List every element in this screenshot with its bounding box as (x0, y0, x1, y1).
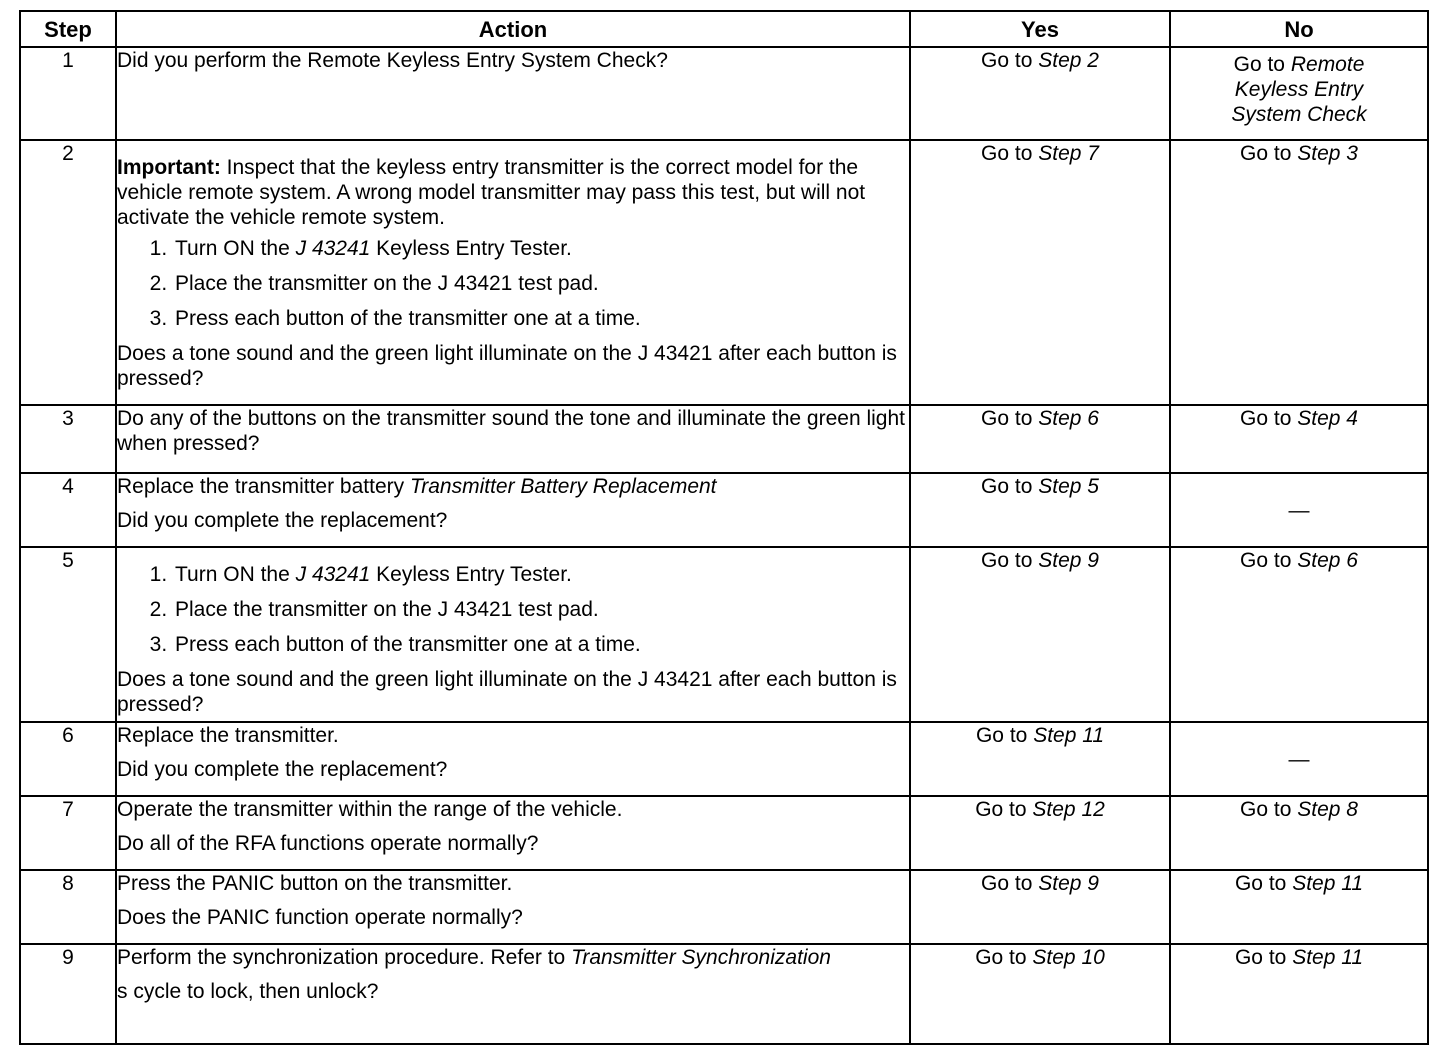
header-row (20, 11, 1428, 47)
step-number: 5 (20, 547, 116, 722)
action-cell (116, 796, 910, 870)
yes-cell (910, 405, 1170, 473)
no-cell (1170, 473, 1428, 547)
action-question: Do all of the RFA functions operate normally? (117, 832, 539, 855)
important-text: Inspect that the keyless entry transmitter is the correct model for the vehicle remote system. A wrong model transmitter may pass this test, but will not activate the vehicle remote system. (117, 156, 866, 229)
goto-label: Go to (975, 724, 1028, 747)
step-number: 7 (20, 796, 116, 870)
no-reference-line[interactable]: Remote (1290, 53, 1365, 76)
no-reference-line[interactable]: Keyless Entry (1234, 78, 1364, 101)
yes-cell (910, 944, 1170, 1044)
yes-step-link[interactable]: Step 12 (1032, 798, 1105, 821)
goto-label: Go to (981, 872, 1033, 895)
action-text: Replace the transmitter battery Transmitter Battery Replacement (117, 475, 717, 498)
important-label: Important: (117, 156, 221, 179)
no-cell (1170, 944, 1428, 1044)
goto-label: Go to (1233, 53, 1285, 76)
procedure-step: 3. Press each button of the transmitter one at a time. (173, 306, 909, 331)
no-step-link[interactable]: Step 8 (1297, 798, 1358, 821)
goto-label: Go to (981, 549, 1033, 572)
table-row (20, 796, 1428, 870)
yes-cell (910, 870, 1170, 944)
action-cell (116, 140, 910, 405)
action-cell (116, 547, 910, 722)
yes-cell (910, 473, 1170, 547)
yes-step-link[interactable]: Step 10 (1032, 946, 1105, 969)
table-row (20, 944, 1428, 1044)
table-row (20, 140, 1428, 405)
step-number: 1 (20, 47, 116, 140)
goto-label: Go to (975, 946, 1027, 969)
header-step: Step (20, 11, 116, 47)
goto-label: Go to (981, 142, 1033, 165)
goto-label: Go to (1240, 142, 1292, 165)
yes-cell (910, 140, 1170, 405)
procedure-step: 1. Turn ON the J 43241 Keyless Entry Tester. (173, 562, 909, 587)
header-yes: Yes (910, 11, 1170, 47)
step-number: 3 (20, 405, 116, 473)
goto-label: Go to (975, 798, 1027, 821)
goto-label: Go to (981, 407, 1033, 430)
action-question: s cycle to lock, then unlock? (117, 980, 379, 1003)
not-applicable-dash: — (1288, 747, 1310, 771)
yes-step-link[interactable]: Step 9 (1038, 549, 1099, 572)
step-number: 9 (20, 944, 116, 1044)
action-cell (116, 405, 910, 473)
step-number: 4 (20, 473, 116, 547)
action-question: Did you complete the replacement? (117, 758, 448, 781)
no-cell (1170, 405, 1428, 473)
yes-step-link[interactable]: Step 2 (1038, 49, 1099, 72)
goto-label: Go to (1240, 798, 1292, 821)
yes-cell (910, 796, 1170, 870)
yes-step-link[interactable]: Step 5 (1038, 475, 1099, 498)
yes-step-link[interactable]: Step 6 (1038, 407, 1099, 430)
procedure-step: 1. Turn ON the J 43241 Keyless Entry Tester. (173, 236, 909, 261)
procedure-step: 3. Press each button of the transmitter one at a time. (173, 632, 909, 657)
yes-cell (910, 47, 1170, 140)
yes-cell (910, 722, 1170, 796)
important-note (117, 155, 909, 230)
goto-label: Go to (1234, 946, 1287, 969)
goto-label: Go to (981, 475, 1033, 498)
no-step-link[interactable]: Step 11 (1292, 946, 1364, 969)
action-text: Perform the synchronization procedure. Refer to Transmitter Synchronization (117, 946, 831, 969)
table-row (20, 473, 1428, 547)
action-question: Does a tone sound and the green light illuminate on the J 43421 after each button is pressed? (117, 342, 897, 390)
action-cell (116, 473, 910, 547)
action-text: Replace the transmitter. (117, 724, 339, 747)
no-cell (1170, 47, 1428, 140)
no-step-link[interactable]: Step 4 (1297, 407, 1358, 430)
procedure-list (117, 236, 909, 331)
action-text: Operate the transmitter within the range of the vehicle. (117, 798, 623, 821)
no-cell (1170, 870, 1428, 944)
header-action: Action (116, 11, 910, 47)
step-number: 2 (20, 140, 116, 405)
yes-step-link[interactable]: Step 11 (1033, 724, 1105, 747)
action-text: Press the PANIC button on the transmitter. (117, 872, 513, 895)
no-cell (1170, 722, 1428, 796)
no-cell (1170, 796, 1428, 870)
yes-step-link[interactable]: Step 9 (1038, 872, 1099, 895)
yes-cell (910, 547, 1170, 722)
yes-step-link[interactable]: Step 7 (1038, 142, 1099, 165)
action-question: Did you perform the Remote Keyless Entry System Check? (117, 49, 668, 72)
table-row (20, 47, 1428, 140)
not-applicable-dash: — (1288, 498, 1310, 522)
step-number: 6 (20, 722, 116, 796)
no-cell (1170, 547, 1428, 722)
table-row (20, 722, 1428, 796)
action-cell (116, 870, 910, 944)
action-cell (116, 944, 910, 1044)
goto-label: Go to (981, 49, 1033, 72)
step-number: 8 (20, 870, 116, 944)
procedure-reference[interactable]: Transmitter Synchronization (571, 946, 831, 969)
table-row (20, 870, 1428, 944)
action-cell (116, 722, 910, 796)
action-question: Does a tone sound and the green light illuminate on the J 43421 after each button is pressed? (117, 668, 897, 716)
action-cell (116, 47, 910, 140)
goto-label: Go to (1240, 407, 1292, 430)
goto-label: Go to (1240, 549, 1292, 572)
procedure-step: 2. Place the transmitter on the J 43421 test pad. (173, 271, 909, 296)
no-cell (1170, 140, 1428, 405)
diagnostic-table (19, 10, 1429, 1045)
goto-label: Go to (1234, 872, 1287, 895)
table-row (20, 405, 1428, 473)
no-step-link[interactable]: Step 11 (1292, 872, 1364, 895)
procedure-list (117, 562, 909, 657)
action-question: Do any of the buttons on the transmitter sound the tone and illuminate the green light when pressed? (117, 407, 906, 455)
action-question: Does the PANIC function operate normally? (117, 906, 523, 929)
no-reference-line[interactable]: System Check (1231, 103, 1367, 126)
procedure-reference[interactable]: Transmitter Battery Replacement (409, 475, 717, 498)
procedure-step: 2. Place the transmitter on the J 43421 test pad. (173, 597, 909, 622)
no-step-link[interactable]: Step 6 (1297, 549, 1358, 572)
tool-ref: J 43241 (295, 563, 371, 586)
table-row (20, 547, 1428, 722)
tool-ref: J 43241 (295, 237, 371, 260)
no-step-link[interactable]: Step 3 (1297, 142, 1358, 165)
header-no: No (1170, 11, 1428, 47)
action-question: Did you complete the replacement? (117, 509, 448, 532)
